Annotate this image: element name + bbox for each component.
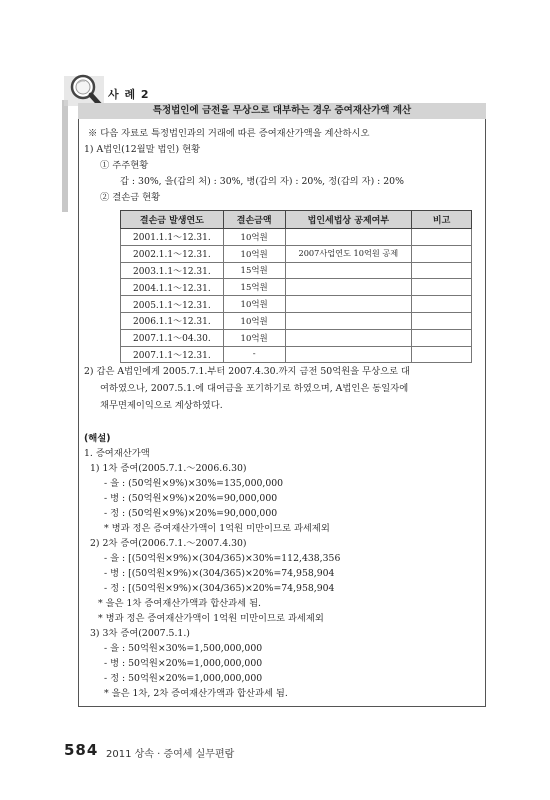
cell-deduction [285, 296, 412, 313]
solution-title: 1. 증여재산가액 [84, 448, 150, 459]
cell-amount: 10억원 [223, 245, 285, 262]
table-row [121, 346, 472, 363]
cell-amount: 10억원 [223, 229, 285, 246]
note-line: * 병과 정은 증여재산가액이 1억원 미만이므로 과세제외 [104, 523, 330, 534]
cell-amount: 10억원 [223, 312, 285, 329]
cell-note [412, 346, 472, 363]
item1-heading: 1) A법인(12월말 법인) 현황 [84, 144, 201, 155]
gift-3-heading: 3) 3차 증여(2007.5.1.) [90, 628, 190, 639]
note-line: * 을은 1차, 2차 증여재산가액과 합산과세 됨. [104, 688, 288, 699]
col-header-note: 비고 [412, 211, 472, 229]
calc-line: - 정 : [(50억원×9%)×(304/365)×20%=74,958,904 [104, 583, 335, 594]
table-row [121, 279, 472, 296]
item2-line-3: 채무면제이익으로 계상하였다. [100, 400, 223, 411]
cell-year: 2005.1.1～12.31. [121, 296, 224, 313]
cell-deduction: 2007사업연도 10억원 공제 [285, 245, 412, 262]
table-row [121, 296, 472, 313]
cell-note [412, 229, 472, 246]
table-row [121, 262, 472, 279]
note-line: * 을은 1차 증여재산가액과 합산과세 됨. [98, 598, 262, 609]
shareholder-list: 갑 : 30%, 을(갑의 처) : 30%, 병(갑의 자) : 20%, 정(갑의 자) : 20% [120, 176, 404, 187]
table-row [121, 229, 472, 246]
calc-line: - 병 : (50억원×9%)×20%=90,000,000 [104, 493, 278, 504]
table-row [121, 329, 472, 346]
side-accent-bar [62, 100, 68, 212]
cell-amount: 10억원 [223, 329, 285, 346]
gift-2-heading: 2) 2차 증여(2006.7.1.～2007.4.30) [90, 538, 247, 549]
cell-year: 2006.1.1～12.31. [121, 312, 224, 329]
cell-deduction [285, 329, 412, 346]
calc-line: - 병 : 50억원×20%=1,000,000,000 [104, 658, 263, 669]
solution-heading: (해설) [84, 433, 111, 444]
calc-line: - 을 : 50억원×30%=1,500,000,000 [104, 643, 263, 654]
cell-deduction [285, 312, 412, 329]
cell-note [412, 245, 472, 262]
cell-year: 2007.1.1～12.31. [121, 346, 224, 363]
cell-year: 2003.1.1～12.31. [121, 262, 224, 279]
cell-year: 2007.1.1～04.30. [121, 329, 224, 346]
item2-line-2: 여하였으나, 2007.5.1.에 대여금을 포기하기로 하였으며, A법인은 동일자에 [100, 383, 409, 394]
cell-note [412, 262, 472, 279]
note-line: * 병과 정은 증여재산가액이 1억원 미만이므로 과세제외 [98, 613, 324, 624]
loss-table-header [121, 211, 472, 229]
col-header-year: 결손금 발생연도 [121, 211, 224, 229]
calc-line: - 정 : (50억원×9%)×20%=90,000,000 [104, 508, 278, 519]
calc-line: - 을 : [(50억원×9%)×(304/365)×30%=112,438,356 [104, 553, 341, 564]
calc-line: - 병 : [(50억원×9%)×(304/365)×20%=74,958,904 [104, 568, 335, 579]
running-footer: 2011 상속 · 증여세 실무편람 [106, 749, 235, 760]
cell-year: 2004.1.1～12.31. [121, 279, 224, 296]
cell-note [412, 329, 472, 346]
loss-table [120, 210, 472, 363]
cell-note [412, 312, 472, 329]
cell-amount: 15억원 [223, 279, 285, 296]
case-label: 사 례 2 [108, 88, 150, 101]
gift-1-heading: 1) 1차 증여(2005.7.1.～2006.6.30) [90, 463, 247, 474]
col-header-amount: 결손금액 [223, 211, 285, 229]
cell-note [412, 296, 472, 313]
item2-line-1: 2) 갑은 A법인에게 2005.7.1.부터 2007.4.30.까지 금전 50억원을 무상으로 대 [84, 366, 410, 377]
shareholder-heading: ① 주주현황 [100, 160, 149, 171]
calc-line: - 을 : (50억원×9%)×30%=135,000,000 [104, 478, 284, 489]
col-header-deduction: 법인세법상 공제여부 [285, 211, 412, 229]
case-title: 특정법인에 금전을 무상으로 대부하는 경우 증여재산가액 계산 [152, 105, 412, 116]
cell-deduction [285, 346, 412, 363]
cell-amount: - [223, 346, 285, 363]
table-row [121, 312, 472, 329]
cell-deduction [285, 262, 412, 279]
cell-amount: 10억원 [223, 296, 285, 313]
cell-amount: 15억원 [223, 262, 285, 279]
page-number: 584 [64, 741, 99, 759]
cell-note [412, 279, 472, 296]
loss-heading: ② 결손금 현황 [100, 192, 161, 203]
cell-year: 2002.1.1～12.31. [121, 245, 224, 262]
cell-deduction [285, 279, 412, 296]
calc-line: - 정 : 50억원×20%=1,000,000,000 [104, 673, 263, 684]
cell-deduction [285, 229, 412, 246]
intro-text: ※ 다음 자료로 특정법인과의 거래에 따른 증여재산가액을 계산하시오 [88, 128, 370, 139]
cell-year: 2001.1.1～12.31. [121, 229, 224, 246]
table-row [121, 245, 472, 262]
